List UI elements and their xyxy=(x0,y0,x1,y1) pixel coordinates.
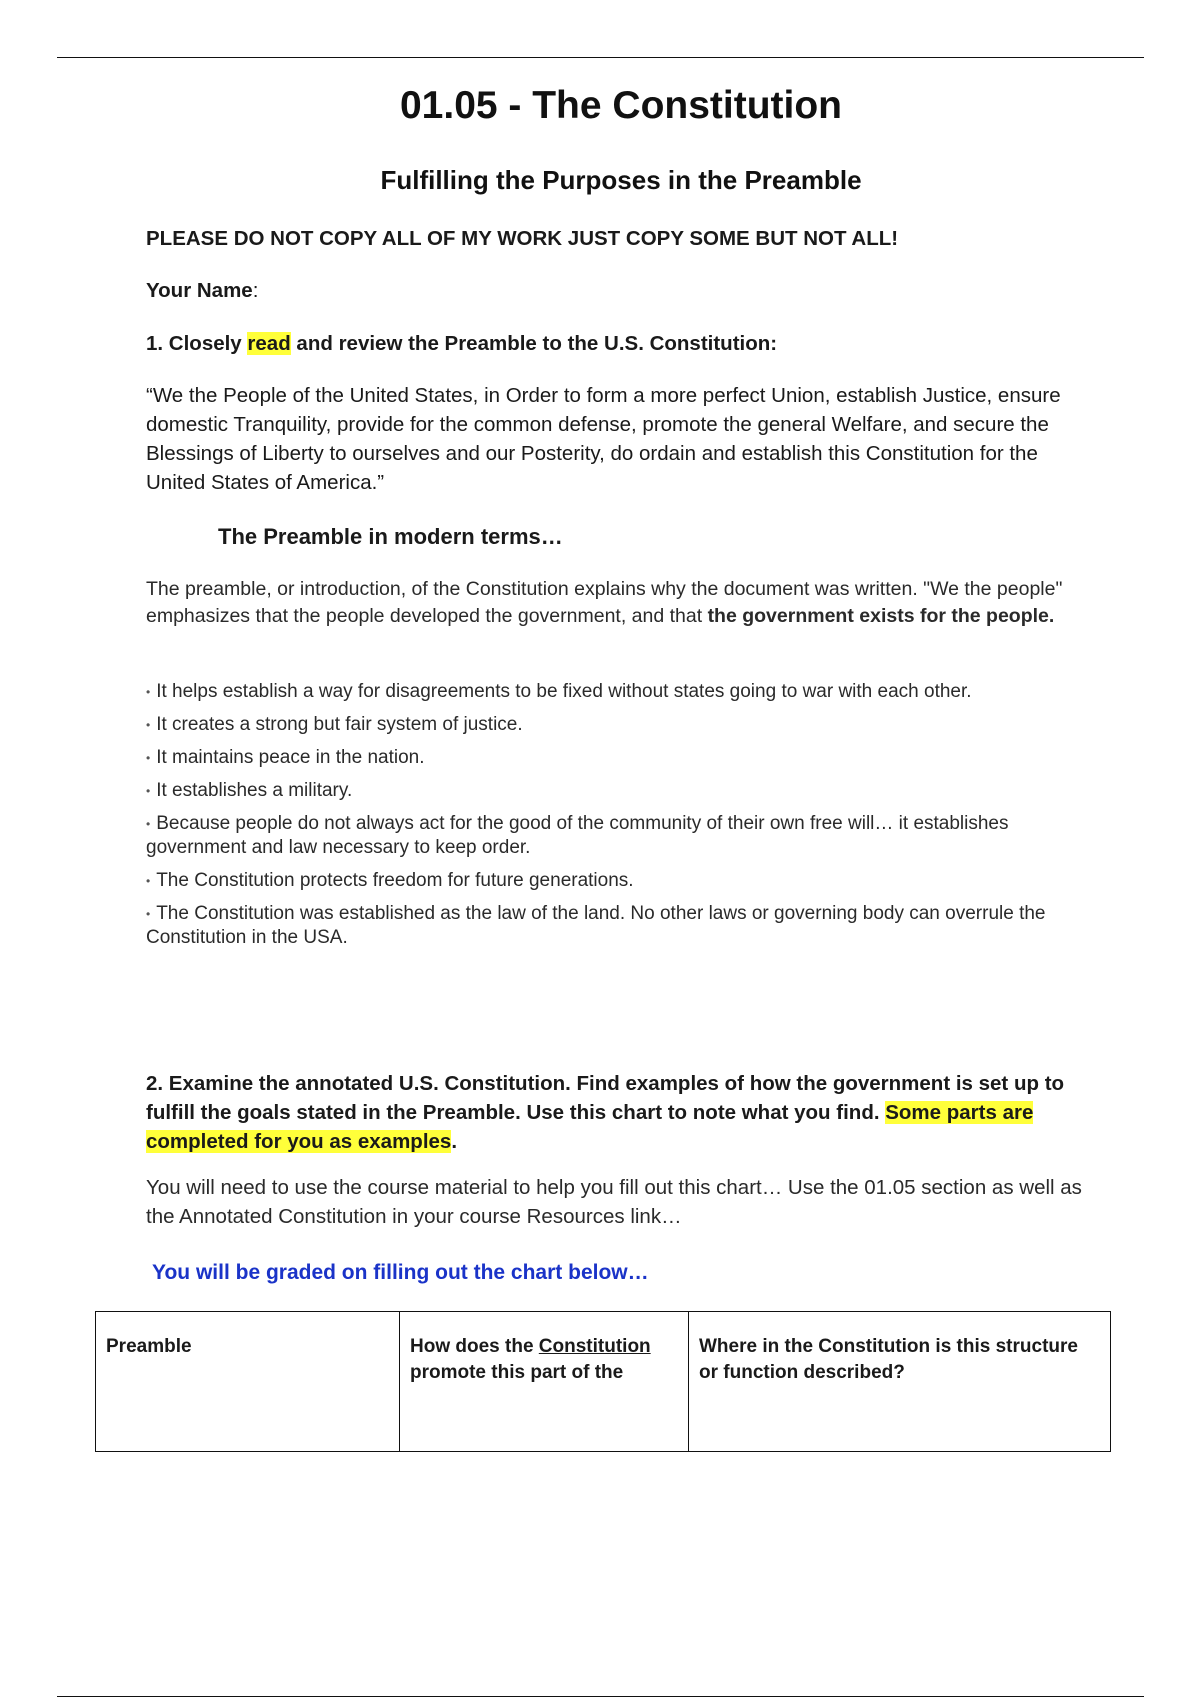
modern-terms-paragraph xyxy=(146,576,1086,630)
list-item-text: Because people do not always act for the good of the community of their own free will… it establishes government and law necessary to keep order. xyxy=(146,813,1009,859)
question-1 xyxy=(146,329,777,358)
bullet-icon: • xyxy=(146,751,151,766)
list-item-text: It maintains peace in the nation. xyxy=(156,747,425,769)
top-rule xyxy=(57,57,1144,58)
chart-header-how-start: How does the xyxy=(410,1336,539,1357)
page-title: 01.05 - The Constitution xyxy=(399,84,843,127)
question-2 xyxy=(146,1069,1096,1156)
question-1-text-start: 1. Closely xyxy=(146,332,248,355)
list-item xyxy=(146,680,1096,704)
chart-header-how-end: promote this part of the xyxy=(410,1362,624,1383)
chart-header-how-underlined: Constitution xyxy=(538,1336,651,1357)
bullet-icon: • xyxy=(146,718,151,733)
table-row xyxy=(96,1312,1111,1452)
question-2-end: . xyxy=(451,1130,458,1153)
graded-note: You will be graded on filling out the chart below… xyxy=(152,1261,649,1284)
list-item xyxy=(146,713,1096,737)
bullet-icon: • xyxy=(146,907,151,922)
chart-header-where xyxy=(689,1312,1111,1452)
list-item-text: It establishes a military. xyxy=(156,780,353,802)
chart-header-preamble-text: Preamble xyxy=(106,1336,192,1357)
question-1-text-end: and review the Preamble to the U.S. Constitution: xyxy=(290,332,778,355)
highlighted-read: read xyxy=(247,332,291,355)
preamble-quote: “We the People of the United States, in Order to form a more perfect Union, establish Justice, ensure domestic Tranquility, provide for the common defense, promote the general Welfare, and secure the Blessings of Liberty to ourselves and our Posterity, do ordain and establish this Constitution for the United States of America.” xyxy=(146,384,1061,494)
list-item xyxy=(146,746,1096,770)
bullet-icon: • xyxy=(146,784,151,799)
preamble-chart xyxy=(95,1311,1111,1452)
chart-header-preamble xyxy=(96,1312,400,1452)
bullet-icon: • xyxy=(146,817,151,832)
bullet-icon: • xyxy=(146,874,151,889)
highlighted-examples: Some parts are completed for you as examples xyxy=(146,1101,1034,1153)
list-item-text: The Constitution protects freedom for future generations. xyxy=(156,870,634,892)
warning-notice: PLEASE DO NOT COPY ALL OF MY WORK JUST COPY SOME BUT NOT ALL! xyxy=(146,227,899,250)
modern-terms-heading: The Preamble in modern terms… xyxy=(218,524,563,549)
question-2-text: 2. Examine the annotated U.S. Constitution. Find examples of how the government is set up to fulfill the goals stated in the Preamble. Use this chart to note what you find. xyxy=(146,1072,1065,1124)
chart-header-how xyxy=(400,1312,689,1452)
list-item-text: It helps establish a way for disagreements to be fixed without states going to war with each other. xyxy=(156,681,972,703)
bottom-rule xyxy=(57,1696,1144,1697)
list-item xyxy=(146,779,1096,803)
your-name-label: Your Name xyxy=(146,279,253,302)
modern-terms-bold: the government exists for the people. xyxy=(707,605,1055,627)
your-name-field xyxy=(146,276,258,305)
list-item xyxy=(146,902,1096,950)
purpose-list xyxy=(146,680,1096,959)
chart-header-where-text: Where in the Constitution is this structure or function described? xyxy=(699,1336,1078,1383)
list-item-text: It creates a strong but fair system of justice. xyxy=(156,714,523,736)
list-item xyxy=(146,812,1096,860)
list-item-text: The Constitution was established as the law of the land. No other laws or governing body can overrule the Constitution in the USA. xyxy=(146,903,1046,949)
page-subtitle: Fulfilling the Purposes in the Preamble xyxy=(380,165,862,195)
modern-terms-text: The preamble, or introduction, of the Constitution explains why the document was written. "We the people" emphasizes that the people developed the government, and that xyxy=(146,578,1063,627)
your-name-colon: : xyxy=(252,279,259,302)
bullet-icon: • xyxy=(146,685,151,699)
course-material-note: You will need to use the course material to help you fill out this chart… Use the 01.05 section as well as the Annotated Constitution in your course Resources link… xyxy=(146,1176,1082,1228)
list-item xyxy=(146,869,1096,893)
